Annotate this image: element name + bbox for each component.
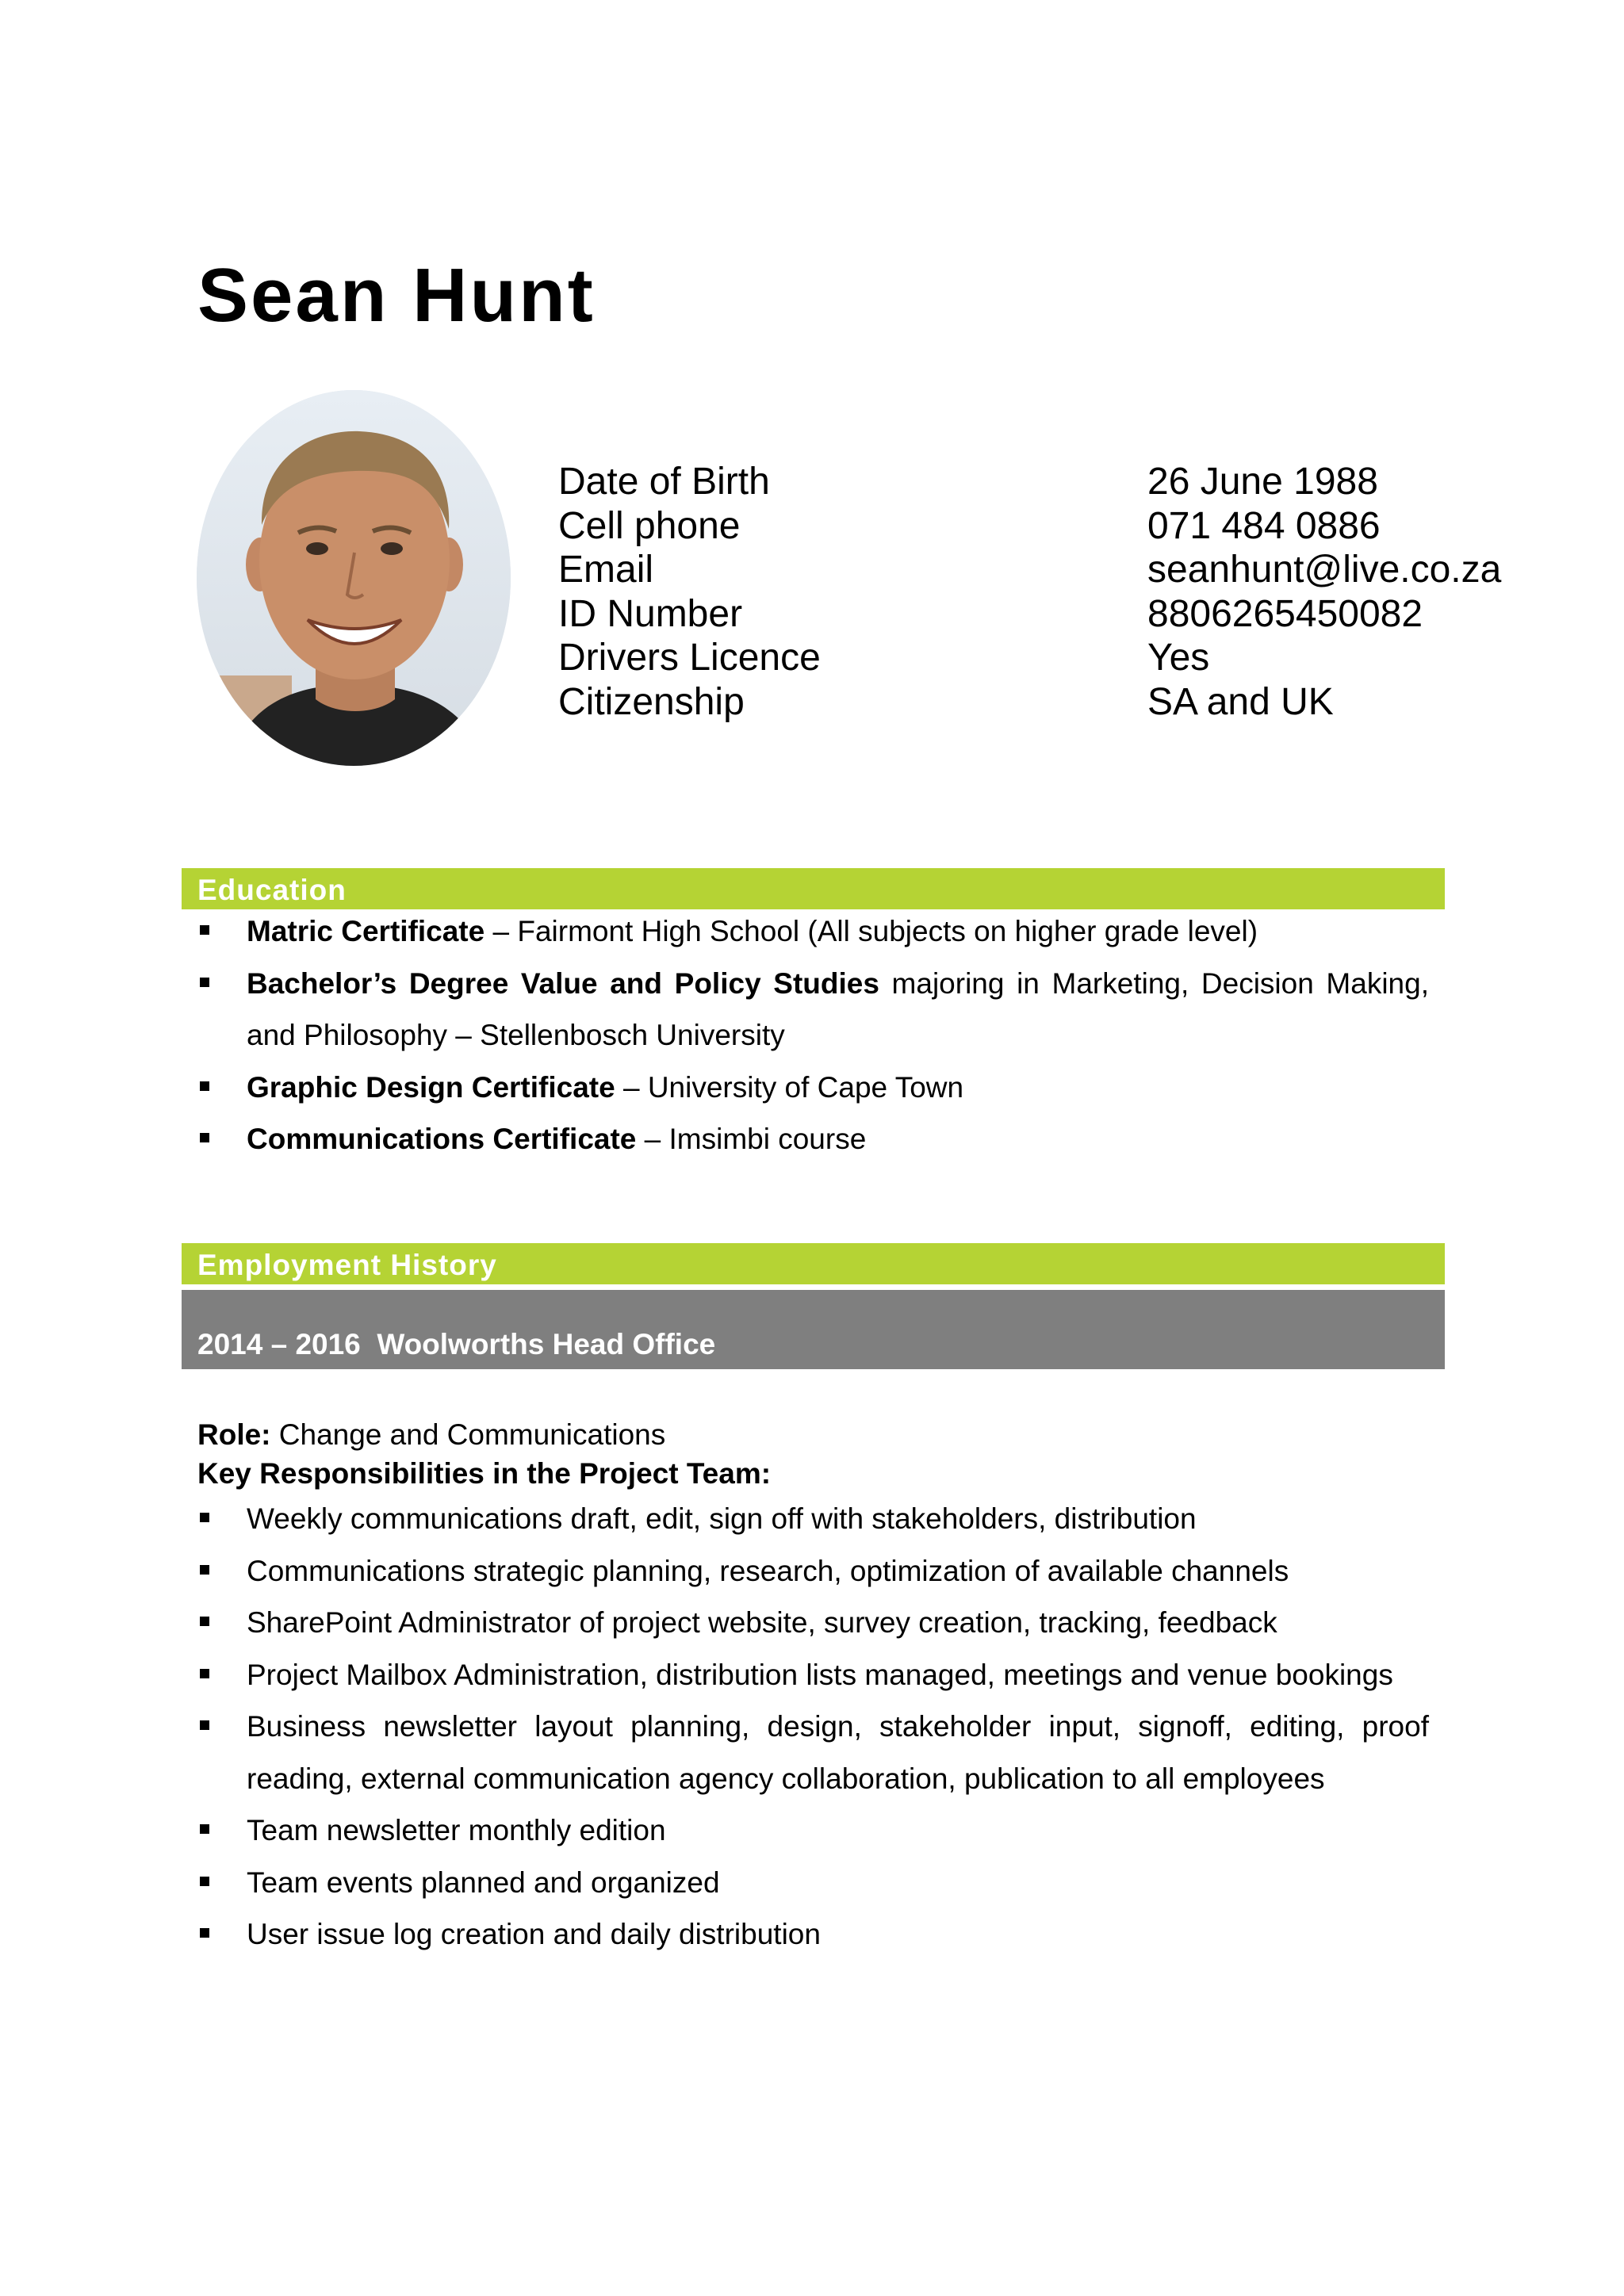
responsibility-text: Weekly communications draft, edit, sign off with stakeholders, distribution	[247, 1502, 1197, 1535]
bullet-square-icon	[200, 925, 209, 935]
employment-heading-bar	[182, 1243, 1445, 1284]
qualification-title: Communications Certificate	[247, 1123, 637, 1155]
role-label: Role:	[197, 1418, 271, 1451]
education-heading-bar	[182, 868, 1445, 909]
bullet-square-icon	[200, 1081, 209, 1091]
education-heading: Education	[197, 874, 347, 906]
bullet-square-icon	[200, 1513, 209, 1522]
list-item	[197, 1113, 1429, 1165]
qualification-detail: – University of Cape Town	[615, 1070, 964, 1104]
education-list	[197, 905, 1429, 1165]
detail-label: Drivers Licence	[558, 637, 821, 679]
detail-value: Yes	[1147, 637, 1210, 679]
candidate-name: Sean Hunt	[197, 253, 596, 338]
role-value: Change and Communications	[270, 1418, 666, 1451]
list-item	[197, 1062, 1429, 1114]
responsibility-text: Business newsletter layout planning, design, stakeholder input, signoff, editing, proof reading, external communication agency collaboration, publication to all employees	[247, 1710, 1429, 1795]
detail-label: Email	[558, 549, 654, 591]
responsibility-text: SharePoint Administrator of project website, survey creation, tracking, feedback	[247, 1606, 1277, 1639]
bullet-square-icon	[200, 1669, 209, 1678]
list-item	[197, 958, 1429, 1062]
responsibility-text: Team events planned and organized	[247, 1866, 720, 1899]
bullet-square-icon	[200, 1877, 209, 1886]
qualification-detail: majoring in Marketing, Decision Making, and Philosophy – Stellenbosch University	[247, 966, 1429, 1051]
list-item	[197, 1545, 1429, 1598]
detail-label: Cell phone	[558, 504, 741, 547]
detail-value: seanhunt@live.co.za	[1147, 549, 1502, 591]
bullet-square-icon	[200, 1720, 209, 1730]
responsibilities-list	[197, 1493, 1429, 1961]
qualification-title: Bachelor’s Degree Value and Policy Studies	[247, 966, 879, 1000]
list-item	[197, 1649, 1429, 1701]
employment-heading: Employment History	[197, 1249, 497, 1281]
responsibility-text: Team newsletter monthly edition	[247, 1814, 666, 1846]
bullet-square-icon	[200, 1133, 209, 1142]
responsibility-text: Communications strategic planning, research, optimization of available channels	[247, 1554, 1289, 1587]
list-item	[197, 1597, 1429, 1649]
detail-value: 26 June 1988	[1147, 461, 1378, 503]
detail-value: 071 484 0886	[1147, 504, 1381, 547]
responsibility-text: User issue log creation and daily distribution	[247, 1918, 821, 1950]
list-item	[197, 1857, 1429, 1909]
bullet-square-icon	[200, 1824, 209, 1834]
list-item	[197, 1908, 1429, 1961]
profile-photo	[197, 390, 511, 766]
list-item	[197, 1493, 1429, 1545]
detail-label: ID Number	[558, 592, 743, 635]
bullet-square-icon	[200, 1928, 209, 1938]
qualification-title: Graphic Design Certificate	[247, 1070, 615, 1104]
bullet-square-icon	[200, 1617, 209, 1626]
list-item	[197, 1701, 1429, 1804]
qualification-title: Matric Certificate	[247, 915, 485, 947]
detail-label: Date of Birth	[558, 461, 770, 503]
detail-value: 8806265450082	[1147, 592, 1423, 635]
detail-label: Citizenship	[558, 680, 745, 723]
bullet-square-icon	[200, 978, 209, 987]
profile-photo-image	[197, 390, 511, 766]
bullet-square-icon	[200, 1565, 209, 1575]
job-period-employer: 2014 – 2016 Woolworths Head Office	[182, 1290, 1445, 1369]
responsibilities-heading: Key Responsibilities in the Project Team:	[197, 1457, 772, 1490]
list-item	[197, 1804, 1429, 1857]
qualification-detail: – Fairmont High School (All subjects on higher grade level)	[485, 915, 1258, 947]
qualification-detail: – Imsimbi course	[636, 1123, 867, 1155]
job-role	[197, 1418, 665, 1452]
responsibility-text: Project Mailbox Administration, distribution lists managed, meetings and venue bookings	[247, 1658, 1393, 1691]
list-item	[197, 905, 1429, 958]
detail-value: SA and UK	[1147, 680, 1334, 723]
